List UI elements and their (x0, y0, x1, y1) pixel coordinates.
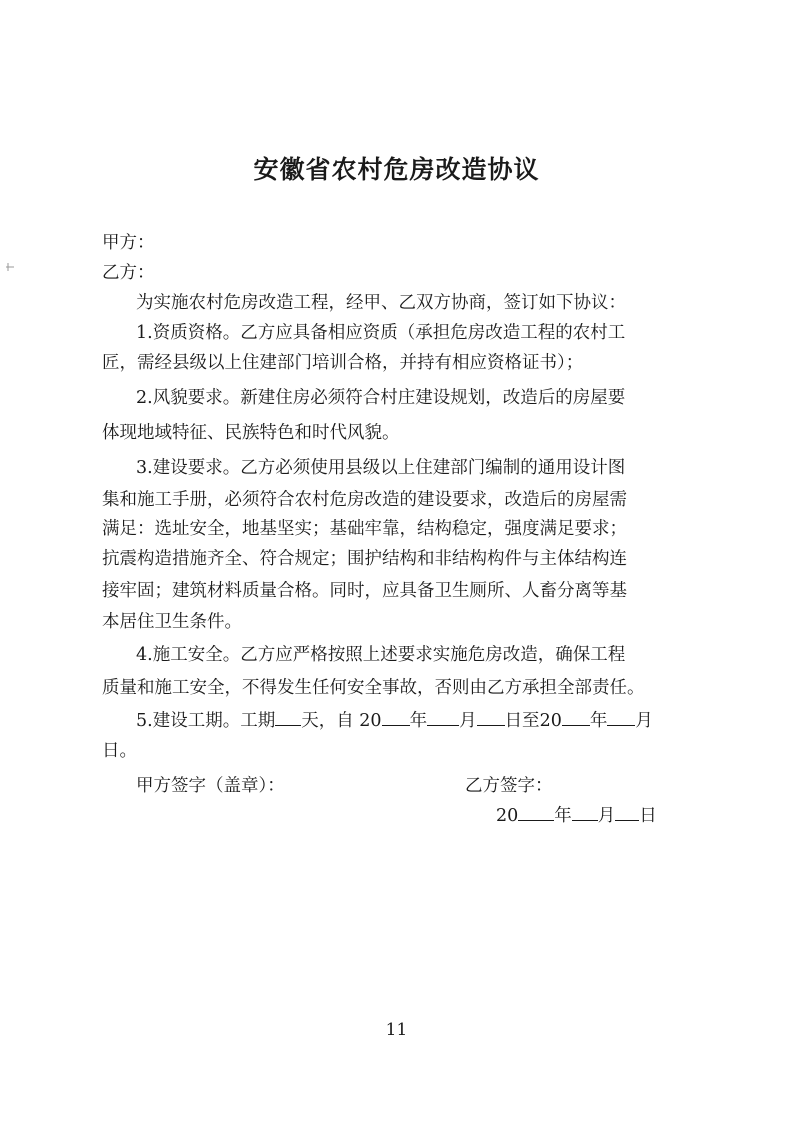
clause5-year: 年 (409, 711, 428, 731)
clause2-line1: 2.风貌要求。新建住房必须符合村庄建设规划，改造后的房屋要 (136, 388, 626, 408)
clause5-year2: 年 (589, 711, 608, 731)
clause3-line3: 满足：选址安全，地基坚实；基础牢靠，结构稳定，强度满足要求； (102, 519, 627, 539)
year2-blank (562, 707, 590, 726)
clause5-line1 (136, 707, 690, 735)
clause3-line2: 集和施工手册，必须符合农村危房改造的建设要求，改造后的房屋需 (102, 490, 627, 510)
clause5-month: 月 (459, 711, 477, 731)
date-month-blank (572, 802, 598, 821)
days-blank (275, 707, 301, 726)
day-blank (477, 707, 505, 726)
clause3-line6: 本居住卫生条件。 (102, 612, 242, 632)
clause4-line1: 4.施工安全。乙方应严格按照上述要求实施危房改造，确保工程 (136, 645, 626, 665)
document-title: 安徽省农村危房改造协议 (253, 155, 540, 184)
signature-date-line (496, 802, 686, 830)
year-blank (382, 707, 410, 726)
page-number: 11 (385, 1020, 408, 1040)
clause5-line2: 日。 (102, 741, 137, 761)
date-year: 年 (554, 806, 572, 826)
clause3-line4: 抗震构造措施齐全、符合规定；围护结构和非结构构件与主体结构连 (102, 549, 627, 569)
clause1-line2: 匠，需经县级以上住建部门培训合格，并持有相应资格证书）； (102, 353, 584, 373)
clause1-line1: 1.资质资格。乙方应具备相应资质（承担危房改造工程的农村工 (136, 323, 626, 343)
party-b-label: 乙方： (102, 263, 155, 283)
clause5-prefix: 5.建设工期。工期 (136, 711, 276, 731)
date-day-blank (615, 802, 639, 821)
clause5-days: 天，自 (301, 711, 354, 731)
party-b-signature-label: 乙方签字： (465, 776, 553, 796)
clause2-line2: 体现地域特征、民族特色和时代风貌。 (102, 423, 400, 443)
clause5-year-prefix: 20 (359, 711, 382, 731)
month-blank (427, 707, 459, 726)
clause3-line1: 3.建设要求。乙方必须使用县级以上住建部门编制的通用设计图 (136, 458, 626, 478)
clause4-line2: 质量和施工安全，不得发生任何安全事故，否则由乙方承担全部责任。 (102, 678, 645, 698)
date-year-blank (518, 802, 554, 821)
intro-paragraph: 为实施农村危房改造工程，经甲、乙双方协商，签订如下协议： (136, 293, 626, 313)
scan-artifact-mark (4, 258, 16, 276)
party-a-signature-label: 甲方签字（盖章）： (136, 776, 285, 796)
clause5-month2: 月 (635, 711, 653, 731)
month2-blank (607, 707, 635, 726)
date-day: 日 (639, 806, 657, 826)
clause5-day-to: 日至 (504, 711, 540, 731)
date-month: 月 (597, 806, 616, 826)
clause3-line5: 接牢固；建筑材料质量合格。同时，应具备卫生厕所、人畜分离等基 (102, 581, 627, 601)
party-a-label: 甲方： (102, 233, 155, 253)
clause5-year2-prefix: 20 (539, 711, 562, 731)
date-prefix: 20 (496, 806, 519, 826)
